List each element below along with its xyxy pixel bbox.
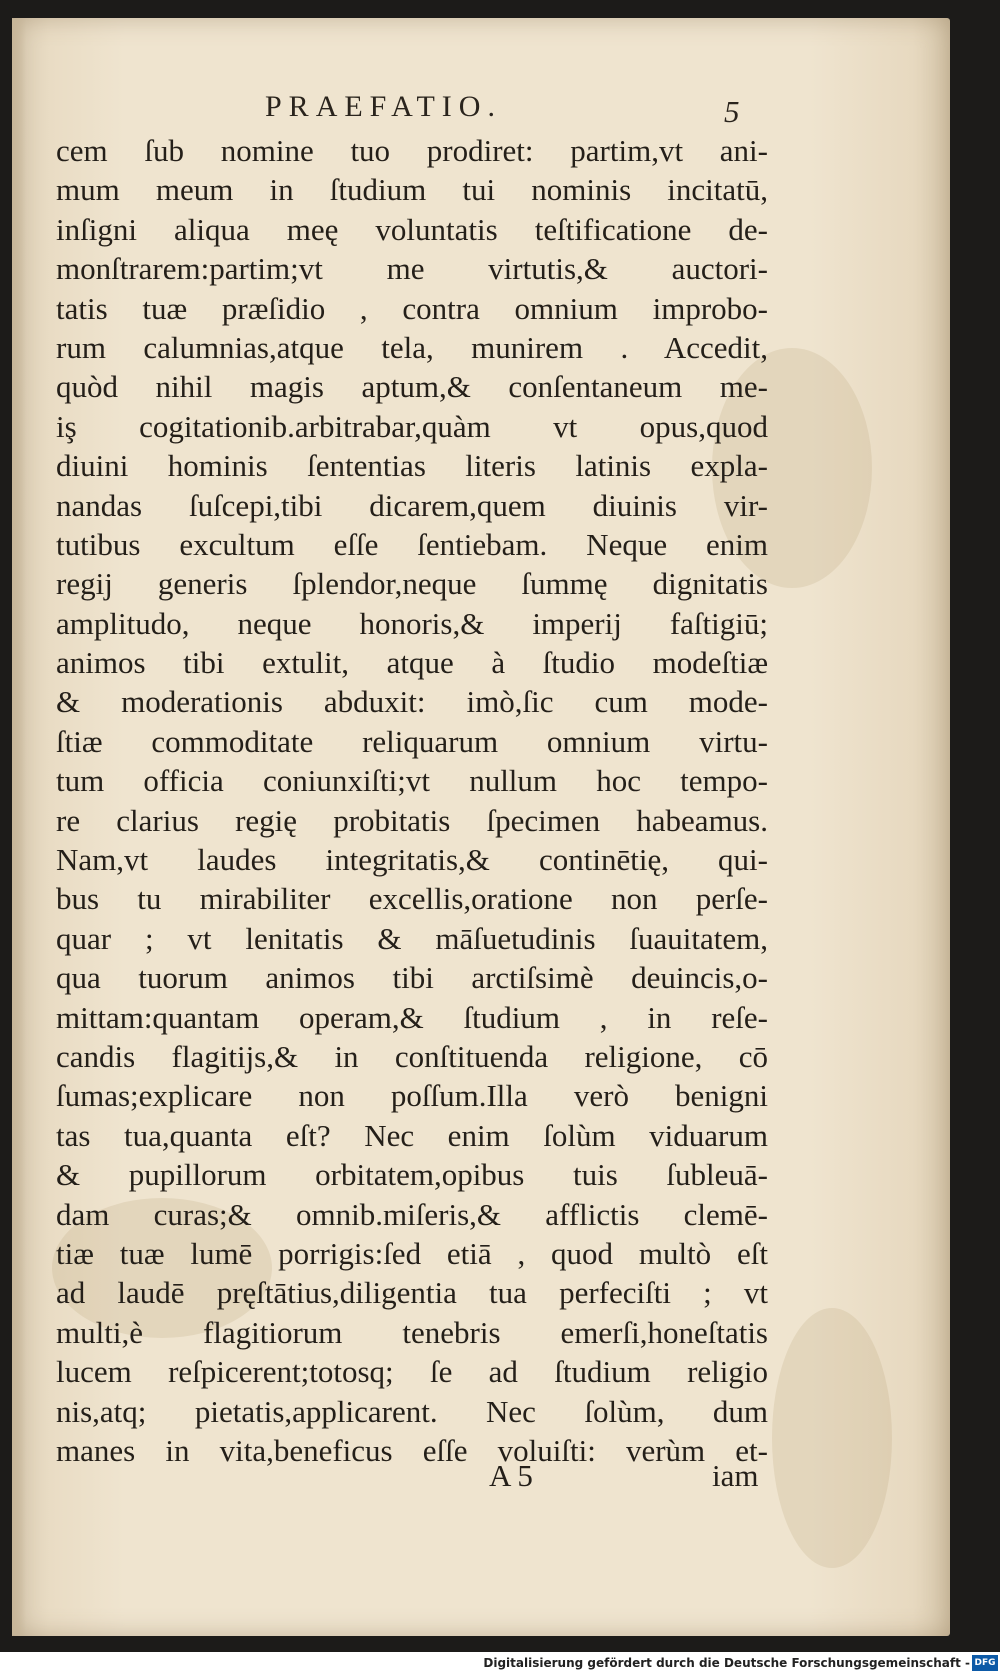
text-line: diuini hominis ſententias literis latinis expla-: [56, 448, 768, 484]
text-line: & moderationis abduxit: imò,ſic cum mode-: [56, 684, 768, 720]
text-line: mittam:quantam operam,& ſtudium , in reſe-: [56, 999, 768, 1035]
dfg-logo: DFG: [972, 1655, 998, 1671]
page-number: 5: [724, 94, 740, 129]
text-line: inſigni aliqua meę voluntatis teſtificatione de-: [56, 211, 768, 247]
text-line: iş cogitationib.arbitrabar,quàm vt opus,quod: [56, 408, 768, 444]
text-line: qua tuorum animos tibi arctiſsimè deuincis,o-: [56, 960, 768, 996]
signature-mark: A 5: [489, 1458, 533, 1493]
footer-bar: [0, 1652, 1000, 1676]
footer-credit: Digitalisierung gefördert durch die Deutsche Forschungsgemeinschaft -: [483, 1656, 970, 1670]
text-line: candis flagitijs,& in conſtituenda religione, cō: [56, 1038, 768, 1074]
text-line: regij generis ſplendor,neque ſummę dignitatis: [56, 566, 768, 602]
text-line: manes in vita,beneficus eſſe voluiſti: verùm et-: [56, 1432, 768, 1468]
text-line: quòd nihil magis aptum,& conſentaneum me-: [56, 369, 768, 405]
text-line: tatis tuæ præſidio , contra omnium improbo-: [56, 290, 768, 326]
running-head: PRAEFATIO.: [265, 90, 502, 123]
text-line: ad laudē pręſtātius,diligentia tua perfeciſti ; vt: [56, 1275, 768, 1311]
text-line: tutibus excultum eſſe ſentiebam. Neque enim: [56, 526, 768, 562]
text-line: tas tua,quanta eſt? Nec enim ſolùm viduarum: [56, 1117, 768, 1153]
text-line: tiæ tuæ lumē porrigis:ſed etiā , quod multò eſt: [56, 1235, 768, 1271]
text-line: ſumas;explicare non poſſum.Illa verò benigni: [56, 1078, 768, 1114]
text-line: ſtiæ commoditate reliquarum omnium virtu-: [56, 723, 768, 759]
text-line: tum officia coniunxiſti;vt nullum hoc tempo-: [56, 763, 768, 799]
paper-stain: [772, 1308, 892, 1568]
text-line: dam curas;& omnib.miſeris,& afflictis clemē-: [56, 1196, 768, 1232]
text-line: bus tu mirabiliter excellis,oratione non perſe-: [56, 881, 768, 917]
text-line: quar ; vt lenitatis & māſuetudinis ſuauitatem,: [56, 920, 768, 956]
text-line: animos tibi extulit, atque à ſtudio modeſtiæ: [56, 645, 768, 681]
text-line: amplitudo, neque honoris,& imperij faſtigiū;: [56, 605, 768, 641]
text-line: nandas ſuſcepi,tibi dicarem,quem diuinis vir-: [56, 487, 768, 523]
text-line: mum meum in ſtudium tui nominis incitatū,: [56, 172, 768, 208]
text-line: cem ſub nomine tuo prodiret: partim,vt ani-: [56, 133, 768, 168]
book-page: [12, 18, 950, 1636]
text-line: rum calumnias,atque tela, munirem . Accedit,: [56, 329, 768, 365]
text-line: Nam,vt laudes integritatis,& continētię, qui-: [56, 842, 768, 878]
body-text: [56, 131, 768, 1470]
text-line: & pupillorum orbitatem,opibus tuis ſubleuā-: [56, 1157, 768, 1193]
text-line: monſtrarem:partim;vt me virtutis,& auctori-: [56, 251, 768, 287]
text-line: lucem reſpicerent;totosq; ſe ad ſtudium religio: [56, 1354, 768, 1390]
catchword: iam: [712, 1458, 759, 1493]
text-line: re clarius regię probitatis ſpecimen habeamus.: [56, 802, 768, 838]
text-line: multi,è flagitiorum tenebris emerſi,honeſtatis: [56, 1314, 768, 1350]
page-gutter-shadow: [12, 18, 26, 1636]
text-line: nis,atq; pietatis,applicarent. Nec ſolùm, dum: [56, 1393, 768, 1429]
